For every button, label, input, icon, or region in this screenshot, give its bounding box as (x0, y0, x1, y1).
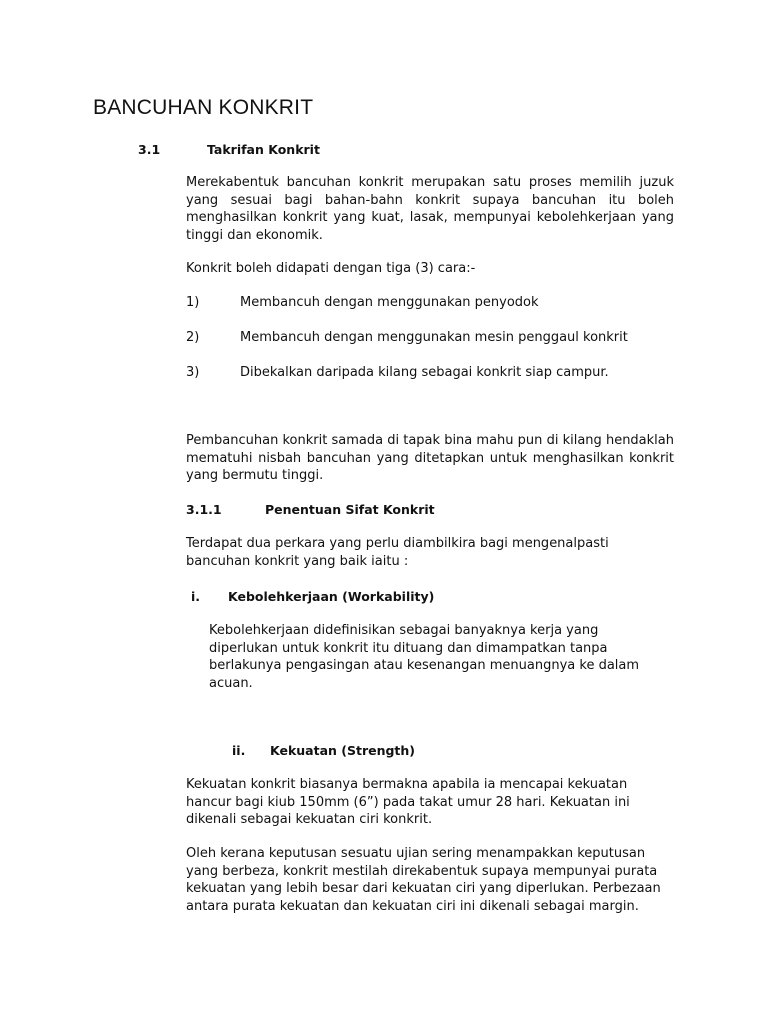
list-item-text: Membancuh dengan menggunakan penyodok (240, 295, 539, 310)
item-heading: Kekuatan (Strength) (270, 743, 416, 758)
list-item-text: Dibekalkan daripada kilang sebagai konkrit siap campur. (240, 365, 609, 380)
item-number: ii. (232, 743, 246, 758)
list-item-text: Membancuh dengan menggunakan mesin penggaul konkrit (240, 330, 628, 345)
section-heading: Takrifan Konkrit (207, 142, 320, 157)
list-item-number: 3) (186, 365, 200, 380)
paragraph-definition: Merekabentuk bancuhan konkrit merupakan satu proses memilih juzuk yang sesuai bagi bahan-bahn konkrit supaya bancuhan itu boleh menghasilkan konkrit yang kuat, lasak, mempunyai kebolehkerjaan yang tinggi dan ekonomik. (186, 175, 674, 243)
section-number: 3.1 (138, 142, 161, 157)
list-item-number: 1) (186, 295, 200, 310)
document-title: BANCUHAN KONKRIT (93, 96, 314, 119)
item-heading: Kebolehkerjaan (Workability) (228, 589, 435, 604)
subsection-heading: Penentuan Sifat Konkrit (265, 502, 435, 517)
subsection-number: 3.1.1 (186, 502, 222, 517)
item-number: i. (191, 589, 201, 604)
paragraph-workability: Kebolehkerjaan didefinisikan sebagai banyaknya kerja yang diperlukan untuk konkrit itu dituang dan dimampatkan tanpa berlakunya pengasingan atau kesenangan menuangnya ke dalam acuan. (209, 623, 640, 691)
paragraph-properties-intro: Terdapat dua perkara yang perlu diambilkira bagi mengenalpasti bancuhan konkrit yang baik iaitu : (186, 536, 609, 569)
paragraph-methods-intro: Konkrit boleh didapati dengan tiga (3) cara:- (186, 261, 476, 276)
paragraph-mixing: Pembancuhan konkrit samada di tapak bina mahu pun di kilang hendaklah mematuhi nisbah bancuhan yang ditetapkan untuk menghasilkan konkrit yang bermutu tinggi. (186, 433, 674, 483)
paragraph-margin: Oleh kerana keputusan sesuatu ujian sering menampakkan keputusan yang berbeza, konkrit mestilah direkabentuk supaya mempunyai purata kekuatan yang lebih besar dari kekuatan ciri yang diperlukan. Perbezaan antara purata kekuatan dan kekuatan ciri ini dikenali sebagai margin. (186, 846, 661, 914)
list-item-number: 2) (186, 330, 200, 345)
paragraph-strength: Kekuatan konkrit biasanya bermakna apabila ia mencapai kekuatan hancur bagi kiub 150mm (6”) pada takat umur 28 hari. Kekuatan ini dikenali sebagai kekuatan ciri konkrit. (186, 777, 630, 827)
